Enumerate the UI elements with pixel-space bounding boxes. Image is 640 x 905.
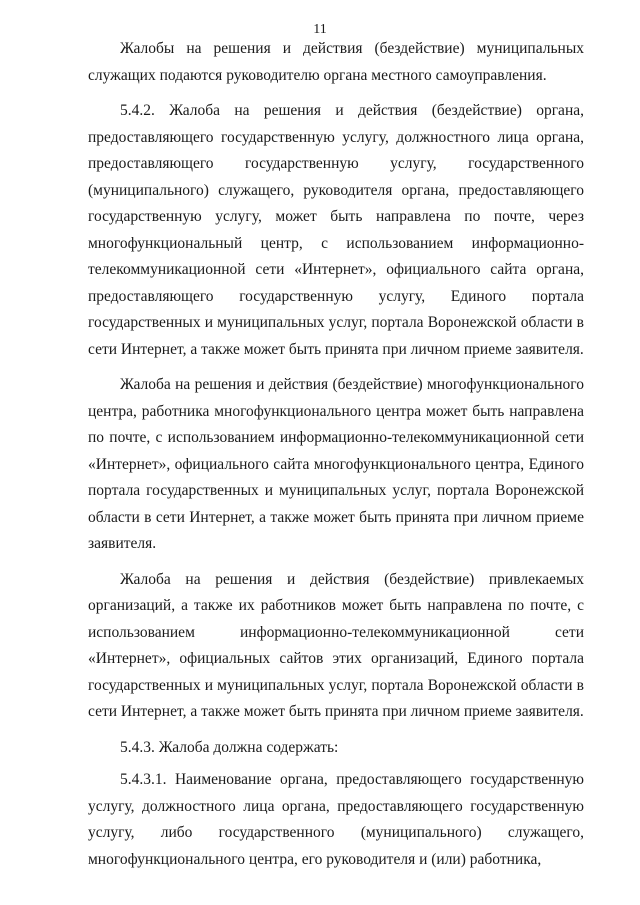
paragraph-complaints-municipal-employees: Жалобы на решения и действия (бездействие) муниципальных служащих подаются руководителю органа местного самоуправления.	[88, 40, 584, 84]
paragraph-mfc-complaint: Жалоба на решения и действия (бездействие) многофункционального центра, работника многофункционального центра может быть направлена по почте, с использованием информационно-телекоммуникационной сети «Интернет», официального сайта многофункционального центра, Единого портала государственных и муниципальных услуг, портала Воронежской области в сети Интернет, а также может быть принята при личном приеме заявителя.	[88, 376, 584, 552]
paragraph-organizations-complaint: Жалоба на решения и действия (бездействие) привлекаемых организаций, а также их работников может быть направлена по почте, с использованием информационно-телекоммуникационной сети «Интернет», официальных сайтов этих организаций, Единого портала государственных и муниципальных услуг, портала Воронежской области в сети Интернет, а также может быть принята при личном приеме заявителя.	[88, 570, 584, 720]
document-body	[88, 36, 584, 882]
paragraph-5-4-2: 5.4.2. Жалоба на решения и действия (бездействие) органа, предоставляющего государственную услугу, должностного лица органа, предоставляющего государственную услугу, государственного (муниципального) служащего, руководителя органа, предоставляющего государственную услугу, может быть направлена по почте, через многофункциональный центр, с использованием информационно-телекоммуникационной сети «Интернет», официального сайта органа, предоставляющего государственную услугу, Единого портала государственных и муниципальных услуг, портала Воронежской области в сети Интернет, а также может быть принята при личном приеме заявителя.	[88, 102, 584, 358]
page-number: 11	[313, 22, 327, 37]
paragraph-5-4-3: 5.4.3. Жалоба должна содержать:	[120, 738, 339, 756]
paragraph-5-4-3-1: 5.4.3.1. Наименование органа, предоставляющего государственную услугу, должностного лица органа, предоставляющего государственную услугу, либо государственного (муниципального) служащего, многофункционального центра, его руководителя и (или) работника,	[88, 771, 584, 868]
